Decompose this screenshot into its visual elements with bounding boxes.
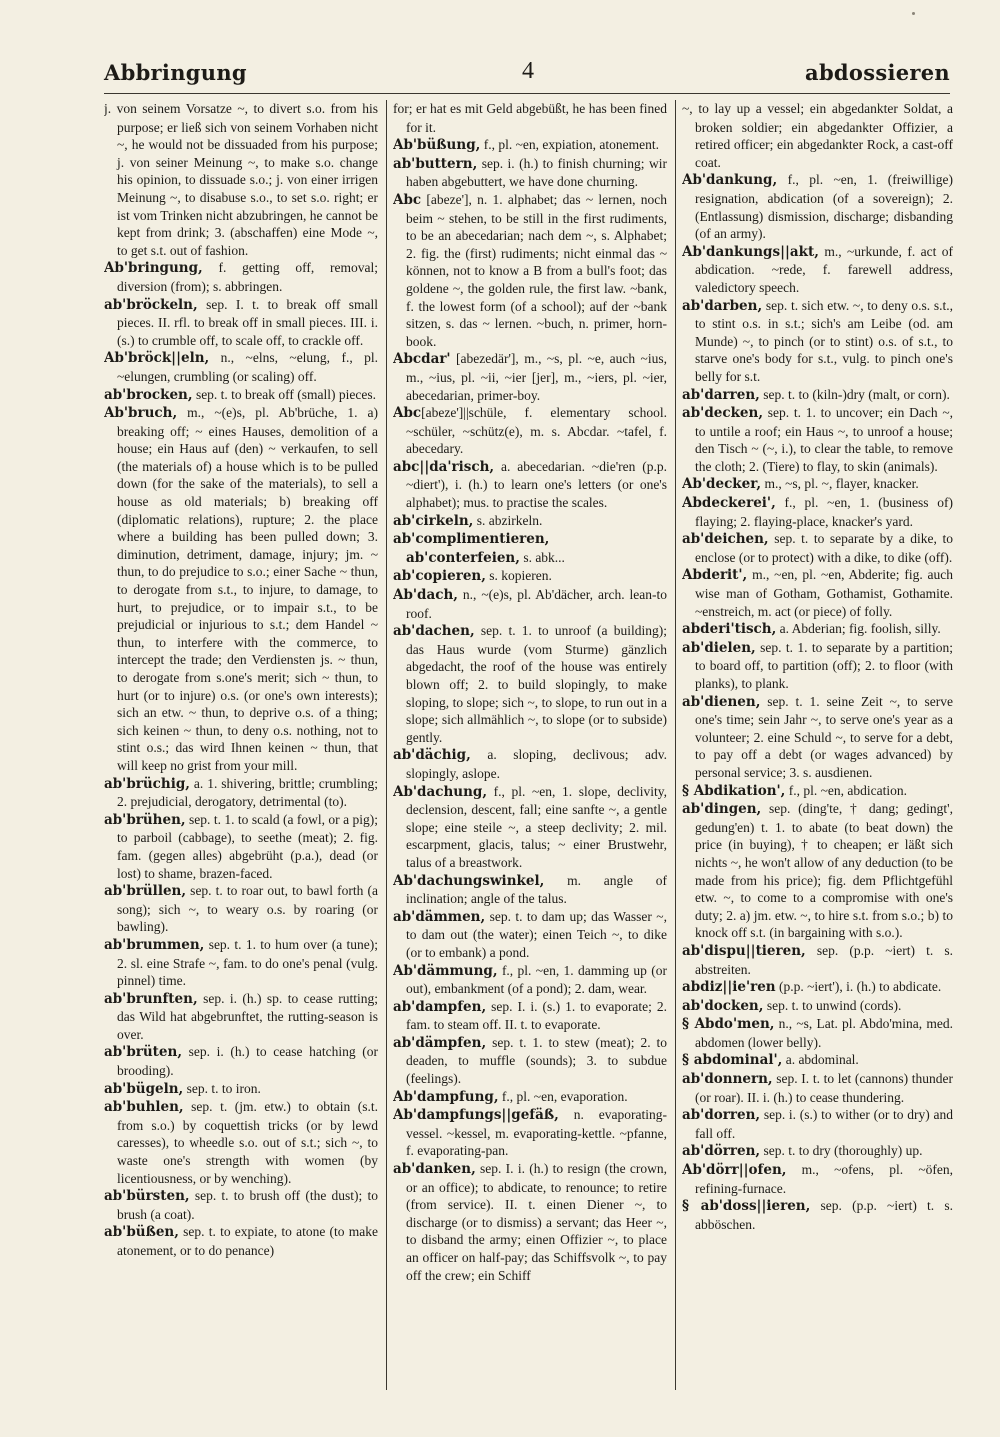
dictionary-entry [104, 882, 378, 936]
entry-headword: Ab'dach, [393, 587, 458, 604]
entry-headword: Abderit', [682, 567, 748, 584]
entry-definition: m., ~s, pl. ~, flayer, knacker. [761, 476, 919, 492]
entry-definition: a. abdominal. [782, 1052, 859, 1068]
dictionary-entry [393, 1034, 667, 1088]
right-guide-word: abdossieren [805, 60, 950, 85]
dictionary-entry [682, 475, 953, 494]
entry-headword: Abcdar' [393, 351, 451, 368]
entry-headword: ab'brüllen, [104, 883, 187, 900]
entry-definition: s. kopieren. [485, 568, 552, 584]
entry-definition: sep. t. to break off (small) pieces. [192, 386, 377, 402]
dictionary-entry [393, 872, 667, 908]
entry-headword: Abc [393, 405, 422, 422]
entry-headword: Ab'dörr||ofen, [682, 1162, 787, 1179]
dictionary-entry [104, 811, 378, 882]
entry-definition: sep. I. i. (h.) to resign (the crown, or an office); to abdicate, to renounce; to retire (from service). II. t. einen Diener ~, to discharge (or to dismiss) a servant; das Heer ~, to disband the army; einen Offizier ~, to place an officer on half-pay; das Schiffsvolk ~, to pay off the crew; ein Schiff [406, 1161, 667, 1283]
entry-definition: ~, to lay up a vessel; ein abgedankter Soldat, a broken soldier; ein abgedankter Offizier, a retired officer; ein abgedankter Rock, a cast-off coat. [682, 101, 953, 170]
entry-headword: ab'brunften, [104, 990, 198, 1007]
dictionary-entry [682, 620, 953, 639]
entry-definition: sep. t. sich etw. ~, to deny o.s. s.t., to stint o.s. in s.t.; sich's am Leibe (od. am Munde) ~, to pinch (or to stint) o.s. of s.t., to starve one's body for s.t., vulg. to pinch one's belly for s.t. [695, 297, 953, 384]
entry-definition: [abeze']||schüle, f. elementary school. ~schüler, ~schütz(e), m. s. Abcdar. ~tafel, f. abecedary. [406, 405, 667, 457]
entry-headword: Ab'dachungswinkel, [393, 872, 545, 889]
entry-definition: m., ~urkunde, f. act of abdication. ~rede, f. farewell address, valedictory speech. [695, 243, 953, 295]
entry-headword: Ab'decker, [682, 476, 762, 493]
entry-headword: § Abdo'men, [682, 1016, 775, 1033]
dictionary-entry [393, 567, 667, 586]
entry-headword: abc||da'risch, [393, 458, 495, 475]
entry-definition: f. getting off, removal; diversion (from); s. abbringen. [117, 260, 378, 294]
entry-definition: sep. t. to unwind (cords). [763, 997, 902, 1013]
dictionary-entry [104, 1043, 378, 1079]
dictionary-entry [393, 586, 667, 622]
entry-headword: Ab'dämmung, [393, 962, 498, 979]
entry-headword: ab'dampfen, [393, 998, 487, 1015]
entry-definition: (p.p. ~iert'), i. (h.) to abdicate. [775, 979, 942, 995]
entry-headword: § Abdikation', [682, 782, 786, 799]
dictionary-entry [393, 1106, 667, 1160]
dictionary-entry [682, 297, 953, 386]
entry-definition: sep. t. 1. to separate by a partition; to board off, to partition (off); 2. to floor (with planks), to plank. [695, 639, 953, 691]
entry-headword: ab'brüten, [104, 1044, 183, 1061]
entry-headword: ab'dorren, [682, 1107, 761, 1124]
entry-headword: ab'buhlen, [104, 1099, 184, 1116]
entry-definition: sep. i. (s.) to wither (or to dry) and fall off. [695, 1107, 953, 1141]
dictionary-entry [393, 783, 667, 872]
dictionary-entry [393, 512, 667, 531]
entry-definition: sep. I. t. to break off small pieces. II. rfl. to break off in small pieces. III. i. (s.) to crumble off, to scale off, to crackle off. [117, 296, 378, 348]
column-divider [386, 100, 387, 1390]
entry-definition: sep. t. 1. to scald (a fowl, or a pig); to parboil (cabbage), to seethe (meat); 2. fig. fam. (gegen alles) abgebrüht (p.a.), dead (or lost) to shame, brazen-faced. [117, 811, 378, 881]
entry-definition: a. sloping, declivous; adv. slopingly, aslope. [406, 747, 667, 781]
dictionary-entry [393, 746, 667, 782]
dictionary-entry [393, 1088, 667, 1107]
entry-definition: sep. i. (h.) sp. to cease rutting; das Wild hat abgebrunftet, the rutting-season is over. [117, 990, 378, 1042]
dictionary-entry [393, 350, 667, 404]
dictionary-entry [104, 1187, 378, 1223]
entry-definition: sep. t. to expiate, to atone (to make atonement, or to do penance) [117, 1224, 378, 1258]
dictionary-entry [682, 800, 953, 942]
dictionary-entry [682, 1051, 953, 1070]
dictionary-entry [682, 1106, 953, 1142]
entry-definition: a. 1. shivering, brittle; crumbling; 2. prejudicial, derogatory, detrimental (to). [117, 775, 378, 810]
entry-definition: [abeze'], n. 1. alphabet; das ~ lernen, noch beim ~ stehen, to be still in the first rudiments, to be an abecedarian; nach dem ~, s. Alphabet; 2. fig. the (first) rudiments; nicht einmal das ~ können, not to know a B from a bull's foot; das goldene ~, the golden rule, the first law. ~bank, f. the lowest form (of a school); auf der ~bank sitzen, s. das ~ lernen. ~buch, n. primer, horn-book. [406, 191, 667, 349]
entry-headword: abderi'tisch, [682, 621, 777, 638]
entry-headword: Ab'bruch, [104, 405, 178, 422]
entry-definition: f., pl. ~en, 1. (business of) flaying; 2. flaying-place, knacker's yard. [695, 495, 953, 529]
entry-definition: [abezedär'], m., ~s, pl. ~e, auch ~ius, m., ~ius, pl. ~ii, ~ier [jer], m., ~iers, pl. ~ier, abecedarian, primer-boy. [406, 351, 667, 403]
entry-headword: ab'dispu||tieren, [682, 942, 806, 959]
entry-headword: Ab'dampfung, [393, 1088, 499, 1105]
dictionary-entry [682, 404, 953, 475]
entry-headword: § abdominal', [682, 1052, 783, 1069]
entry-headword: ab'complimentieren, ab'conterfeien, [393, 531, 550, 566]
dictionary-entry [682, 530, 953, 566]
dictionary-entry [393, 530, 667, 567]
entry-definition: sep. (ding'te, † dang; gedingt', gedung'en) t. 1. to abate (to beat down) the price (in buying), † to cheapen; er läßt sich nichts ~, he won't allow of any deduction (to be made from his price); fig. dem Pflichtgefühl etw. ~, to come to a compromise with one's duty; 2. a) jm. etw. ~, to hire s.t. from s.o.; b) to knock off s.t. (in bargaining with s.o.). [695, 801, 953, 941]
entry-headword: ab'donnern, [682, 1071, 773, 1088]
entry-definition: m. angle of inclination; angle of the talus. [406, 872, 667, 907]
entry-headword: ab'bürsten, [104, 1188, 190, 1205]
entry-headword: ab'docken, [682, 997, 764, 1014]
dictionary-entry [682, 978, 953, 997]
header-rule [104, 93, 950, 94]
entry-headword: Ab'bringung, [104, 260, 203, 277]
entry-definition: m., ~en, pl. ~en, Abderite; fig. auch wise man of Gotham, Gothamist, Gothamite. ~enstreich, m. act (or piece) of folly. [695, 567, 953, 619]
dictionary-entry [393, 1160, 667, 1284]
entry-definition: sep. I. i. (s.) 1. to evaporate; 2. fam. to steam off. II. t. to evaporate. [406, 998, 667, 1033]
entry-definition: f., pl. ~en, 1. (freiwillige) resignation, abdication (of a sovereign); 2. (Entlassung) dismission, discharge; disbanding (of an army). [695, 172, 953, 242]
entry-definition: a. abecedarian. ~die'ren (p.p. ~diert'), i. (h.) to learn one's letters (or one's alphabet); mus. to practise the scales. [406, 458, 667, 511]
entry-headword: ab'brummen, [104, 936, 205, 953]
entry-definition: a. Abderian; fig. foolish, silly. [776, 621, 941, 637]
dictionary-entry [104, 386, 378, 405]
entry-definition: sep. t. to dry (thoroughly) up. [760, 1143, 923, 1159]
entry-headword: ab'brüchig, [104, 775, 190, 792]
entry-definition: sep. (p.p. ~iert) t. s. abböschen. [695, 1198, 953, 1232]
entry-headword: ab'dingen, [682, 801, 762, 818]
dictionary-entry [393, 458, 667, 512]
dictionary-entry [393, 191, 667, 350]
entry-definition: sep. t. to iron. [183, 1080, 261, 1096]
entry-definition: sep. t. 1. to unroof (a building); das Haus wurde (vom Sturme) gänzlich abgedacht, the roof of the house was entirely blown off; 2. to build slopingly, to make sloping, to slope; sich ~, to slope, to run out in a slope; sich allmählich ~, to slope (or to subside) gently. [406, 623, 667, 745]
entry-definition: sep. i. (h.) to cease hatching (or brooding). [117, 1044, 378, 1079]
dictionary-entry [682, 1197, 953, 1233]
entry-headword: ab'dächig, [393, 747, 471, 764]
entry-definition: sep. t. 1. to hum over (a tune); 2. sl. eine Strafe ~, fam. to do one's penal (vulg. pinnel) time. [117, 936, 378, 989]
dictionary-entry [682, 243, 953, 297]
entry-headword: § ab'doss||ieren, [682, 1198, 811, 1215]
entry-headword: ab'dienen, [682, 693, 761, 710]
dictionary-entry [393, 962, 667, 998]
entry-headword: Ab'bröck||eln, [104, 350, 210, 367]
dictionary-entry [393, 622, 667, 746]
dictionary-entry [682, 1161, 953, 1197]
dictionary-entry [682, 386, 953, 405]
entry-definition: sep. t. to brush off (the dust); to brush (a coat). [117, 1188, 378, 1222]
entry-headword: Ab'dankung, [682, 172, 778, 189]
entry-headword: ab'darren, [682, 386, 760, 403]
dictionary-entry [104, 1223, 378, 1259]
entry-headword: ab'deichen, [682, 531, 769, 548]
dictionary-entry [104, 259, 378, 295]
dictionary-entry [682, 494, 953, 530]
dictionary-entry [682, 782, 953, 801]
entry-definition: n. evaporating-vessel. ~kessel, m. evaporating-kettle. ~pfanne, f. evaporating-pan. [406, 1107, 667, 1159]
entry-headword: ab'brühen, [104, 811, 186, 828]
entry-definition: n., ~elns, ~elung, f., pl. ~elungen, crumbling (or scaling) off. [117, 350, 378, 384]
entry-definition: f., pl. ~en, 1. slope, declivity, declension, descent, fall; eine sanfte ~, a gentle slope; eine steile ~, a steep declivity; 2. mil. escarpment, glacis, talus; ~ einer Brustwehr, talus of a breastwork. [406, 783, 667, 870]
dictionary-entry [393, 908, 667, 962]
entry-definition: sep. (p.p. ~iert) t. s. abstreiten. [695, 942, 953, 977]
column-3 [682, 100, 953, 1400]
dictionary-entry [682, 693, 953, 782]
dictionary-entry [393, 404, 667, 458]
dictionary-entry [682, 1015, 953, 1051]
entry-headword: ab'copieren, [393, 568, 486, 585]
dictionary-entry [682, 1070, 953, 1106]
dictionary-entry [393, 155, 667, 191]
entry-headword: Ab'dachung, [393, 783, 488, 800]
dictionary-entry [104, 349, 378, 385]
entry-headword: ab'dämmen, [393, 908, 486, 925]
column-1 [104, 100, 378, 1400]
entry-definition: sep. t. 1. to stew (meat); 2. to deaden, to muffle (sounds); 3. to subdue (feelings). [406, 1034, 667, 1087]
entry-definition: j. von seinem Vorsatze ~, to divert s.o. from his purpose; er ließ sich von seinem Vorhaben nicht ~, he would not be dissuaded from his purpose; j. von seiner Meinung ~, to make s.o. change his opinion, to dissuade s.o.; j. von einer irrigen Meinung ~, to disabuse s.o., to set s.o. right; er ist vom Trinken nicht abzubringen, he cannot be kept from drink; 3. (abschaffen) eine Mode ~, to get s.t. out of fashion. [104, 101, 378, 258]
entry-headword: Ab'dankungs||akt, [682, 243, 819, 260]
entry-definition: sep. t. to roar out, to bawl forth (a song); sich ~, to weary o.s. by roaring (or bawling). [117, 883, 378, 935]
dictionary-entry [682, 639, 953, 693]
entry-headword: Ab'büßung, [393, 137, 481, 154]
entry-definition: sep. I. t. to let (cannons) thunder (or roar). II. i. (h.) to cease thundering. [695, 1071, 953, 1105]
dictionary-entry [104, 936, 378, 990]
entry-definition: f., pl. ~en, 1. damming up (or out), embankment (of a pond); 2. dam, wear. [406, 962, 667, 997]
entry-headword: ab'bröckeln, [104, 296, 198, 313]
entry-definition: m., ~(e)s, pl. Ab'brüche, 1. a) breaking off; ~ eines Hauses, demolition of a house; ein Haus auf (den) ~ verkaufen, to sell (the materials of) a house which is to be pulled down (for the sake of the materials), to sell a house as old materials; b) breaking off (diplomatic relations), rupture; 2. the place where a building has been pulled down; 3. diminution, detriment, damage, injury; jm. ~ thun, to do prejudice to s.o.; einer Sache ~ thun, to derogate from s.t., to injure, to damage, to hurt, to prejudice, or to impair s.t., to be prejudicial or injurious to s.t.; dem Handel ~ thun, to interfere with the commerce, to intercept the trade; den Verdiensten js. ~ thun, to derogate from s.one's merit; sich ~ thun, to hurt (or to injure) o.s. (or one's own interests); sich an etw. ~ thun, to deprive o.s. of a thing; sich keinen ~ thun, to deny o.s. nothing, not to stint o.s.; das wird Ihnen keinen ~ thun, that will keep no grist from your mill. [117, 405, 378, 773]
entry-headword: Ab'dampfungs||gefäß, [393, 1107, 559, 1124]
dictionary-entry [682, 171, 953, 242]
entry-definition: n., ~(e)s, pl. Ab'dächer, arch. lean-to roof. [406, 587, 667, 621]
entry-headword: ab'dörren, [682, 1143, 761, 1160]
entry-definition: for; er hat es mit Geld abgebüßt, he has been fined for it. [393, 101, 667, 135]
entry-definition: sep. t. 1. to uncover; ein Dach ~, to untile a roof; ein Haus ~, to unroof a house; den Tisch ~ (~, i.), to clear the table, to remove the cloth; 2. (Tiere) to flay, to skin (animals). [695, 405, 953, 474]
entry-headword: ab'bügeln, [104, 1080, 184, 1097]
entry-definition: sep. i. (h.) to finish churning; wir haben abgebuttert, we have done churning. [406, 155, 667, 190]
page-header [104, 52, 950, 92]
entry-definition: sep. t. (jm. etw.) to obtain (s.t. from s.o.) by coquettish tricks (or by lewd caresses), to wheedle s.o. out of s.t.; sich ~, to waste one's strength with women (by licentiousness, or by wenching). [117, 1099, 378, 1186]
dictionary-entry [682, 566, 953, 620]
entry-headword: abdiz||ie'ren [682, 979, 776, 996]
dictionary-entry [104, 775, 378, 811]
entry-headword: Abdeckerei', [682, 495, 776, 512]
entry-headword: ab'büßen, [104, 1224, 179, 1241]
speck-mark [912, 12, 915, 15]
dictionary-entry [393, 136, 667, 155]
dictionary-entry [104, 404, 378, 774]
entry-headword: ab'dielen, [682, 639, 756, 656]
entry-definition: f., pl. ~en, expiation, atonement. [480, 137, 659, 153]
entry-definition: s. abk... [519, 549, 565, 565]
dictionary-entry [104, 296, 378, 350]
entry-definition: s. abzirkeln. [473, 512, 543, 528]
entry-headword: ab'buttern, [393, 155, 478, 172]
entry-definition: sep. t. to separate by a dike, to enclose (or to protect) with a dike, to dike (off). [695, 531, 953, 565]
entry-definition: sep. t. to (kiln-)dry (malt, or corn). [759, 386, 950, 402]
column-2 [393, 100, 667, 1400]
dictionary-entry [104, 990, 378, 1044]
column-divider [675, 100, 676, 1390]
entry-headword: ab'brocken, [104, 386, 193, 403]
dictionary-entry [104, 1098, 378, 1187]
dictionary-entry [104, 100, 378, 259]
entry-headword: ab'danken, [393, 1161, 476, 1178]
entry-definition: n., ~s, Lat. pl. Abdo'mina, med. abdomen (lower belly). [695, 1016, 953, 1050]
entry-headword: Abc [393, 191, 422, 208]
entry-headword: ab'dämpfen, [393, 1034, 487, 1051]
entry-headword: ab'decken, [682, 405, 764, 422]
page-number: 4 [522, 58, 534, 84]
left-guide-word: Abbringung [104, 60, 247, 85]
dictionary-entry [682, 1142, 953, 1161]
dictionary-entry [393, 100, 667, 136]
entry-definition: m., ~ofens, pl. ~öfen, refining-furnace. [695, 1162, 953, 1196]
entry-headword: ab'darben, [682, 297, 763, 314]
entry-definition: f., pl. ~en, abdication. [785, 782, 908, 798]
dictionary-entry [682, 100, 953, 171]
entry-headword: ab'dachen, [393, 623, 475, 640]
dictionary-entry [682, 942, 953, 978]
entry-definition: sep. t. 1. seine Zeit ~, to serve one's time; sein Jahr ~, to serve one's year as a volunteer; 2. eine Schuld ~, to serve for a debt, to pay off a debt (or wages advanced) by personal service; 3. s. ausdienen. [695, 693, 953, 780]
dictionary-entry [104, 1080, 378, 1099]
dictionary-entry [393, 998, 667, 1034]
entry-headword: ab'cirkeln, [393, 512, 474, 529]
entry-definition: f., pl. ~en, evaporation. [498, 1088, 628, 1104]
dictionary-entry [682, 997, 953, 1016]
entry-definition: sep. t. to dam up; das Wasser ~, to dam out (the water); einen Teich ~, to dike (or to embank) a pond. [406, 908, 667, 960]
